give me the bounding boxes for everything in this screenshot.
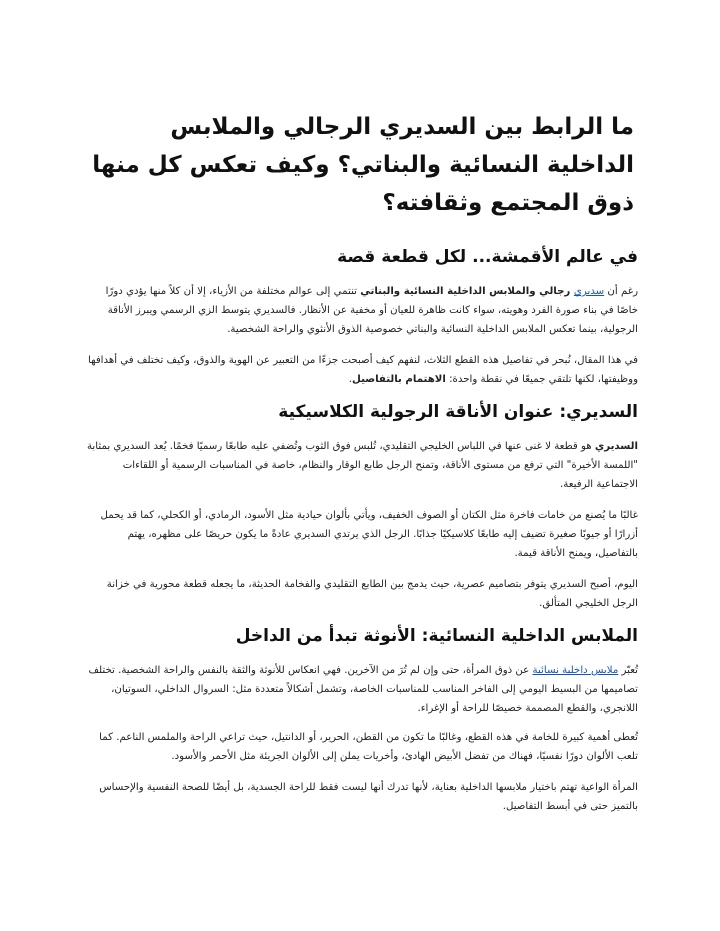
paragraph-sidiri-modern: اليوم، أصبح السديري يتوفر بتصاميم عصرية، حيث يدمج بين الطابع التقليدي والفخامة الحديثة، ما يجعله قطعة محورية في خزانة الرجل الخليجي المتألق. — [106, 579, 638, 609]
paragraph-lingerie-fabric: تُعطى أهمية كبيرة للخامة في هذه القطع، وغالبًا ما تكون من القطن، الحرير، أو الدانتيل، حيث تراعي الراحة والملمس الناعم. كما تلعب الألوان دورًا نفسيًا، فهناك من تفضل الأبيض الهادئ، وأخريات يملن إلى الألوان الجريئة مثل الأحمر والأسود. — [99, 732, 638, 762]
paragraph-lingerie-intro — [84, 661, 638, 718]
paragraph-article-scope — [84, 351, 638, 389]
text-run: . — [348, 374, 352, 385]
text-run: في هذا المقال، نُبحر في تفاصيل هذه القطع الثلاث، لنفهم كيف أصبحت جزءًا من التعبير عن الهوية والذوق، وكيف تختلف في أهدافها ووظيفتها، لكنها تلتقي جميعًا في نقطة واحدة: — [88, 355, 638, 385]
text-run: تنتمي إلى عوالم مختلفة من الأزياء، إلا أن كلاً منها يؤدي دورًا خاصًا في بناء صورة الفرد وهويته، سواء كانت ظاهرة للعيان أو مخفية عن الأنظار. فالسديري يتوسط الزي الرسمي ويبرز الأناقة الرجولية، بينما تعكس الملابس الداخلية النسائية والبناتي خصوصية الذوق الأنثوي والراحة الشخصية. — [105, 286, 638, 335]
page-title: ما الرابط بين السديري الرجالي والملابس الداخلية النسائية والبناتي؟ وكيف تعكس كل منها ذوق المجتمع وثقافته؟ — [92, 114, 634, 216]
lingerie-link[interactable]: ملابس داخلية نسائية — [532, 665, 619, 676]
bold-run: السديري — [594, 441, 638, 452]
paragraph-lingerie-conscious: المرأة الواعية تهتم باختيار ملابسها الداخلية بعناية، لأنها تدرك أنها ليست فقط للراحة الجسدية، بل أيضًا للصحة النفسية والإحساس بالتميز حتى في أبسط التفاصيل. — [99, 782, 638, 812]
text-run: تُعبّر — [618, 665, 638, 676]
section-heading-lingerie: الملابس الداخلية النسائية: الأنوثة تبدأ من الداخل — [235, 626, 638, 646]
text-run: رغم أن — [604, 286, 638, 297]
text-run: عن ذوق المرأة، حتى وإن لم تُرَ من الآخرين. فهي انعكاس للأنوثة والثقة بالنفس والراحة الشخصية. تختلف تصاميمها من البسيط اليومي إلى الفاخر المناسب للمناسبات الخاصة، وتشمل أشكالاً متعددة مثل: السروال الداخلي، السوتيان، اللانجري، والقطع المصممة خصيصًا للراحة أو الإغراء. — [88, 665, 638, 714]
section-heading-fabrics: في عالم الأقمشة... لكل قطعة قصة — [337, 247, 638, 267]
paragraph-intro — [84, 282, 638, 339]
text-run: هو قطعة لا غنى عنها في اللباس الخليجي التقليدي، تُلبس فوق الثوب وتُضفي عليه طابعًا رسميًا فخمًا. يُعد السديري بمثابة "اللمسة الأخيرة" التي ترفع من مستوى الأناقة، وتمنح الرجل طابع الوقار والنظام، خاصة في المناسبات الرسمية أو اللقاءات الاجتماعية الرفيعة. — [86, 441, 638, 490]
sidiri-link[interactable]: سديري — [573, 286, 605, 297]
bold-run: الاهتمام بالتفاصيل — [351, 374, 446, 385]
section-heading-sidiri: السديري: عنوان الأناقة الرجولية الكلاسيكية — [278, 402, 638, 422]
paragraph-sidiri-definition — [84, 437, 638, 494]
paragraph-sidiri-materials: غالبًا ما يُصنع من خامات فاخرة مثل الكتان أو الصوف الخفيف، ويأتي بألوان حيادية مثل الأسود، الرمادي، أو الكحلي، كما قد يحمل أزرارًا أو جيوبًا صغيرة تضيف إليه طابعًا كلاسيكيًا جذابًا. الرجل الذي يرتدي السديري عادةً ما يكون حريصًا على مظهره، يهتم بالتفاصيل، ويمنح الأناقة قيمة. — [100, 510, 638, 559]
bold-run: رجالي والملابس الداخلية النسائية والبناتي — [360, 286, 574, 297]
